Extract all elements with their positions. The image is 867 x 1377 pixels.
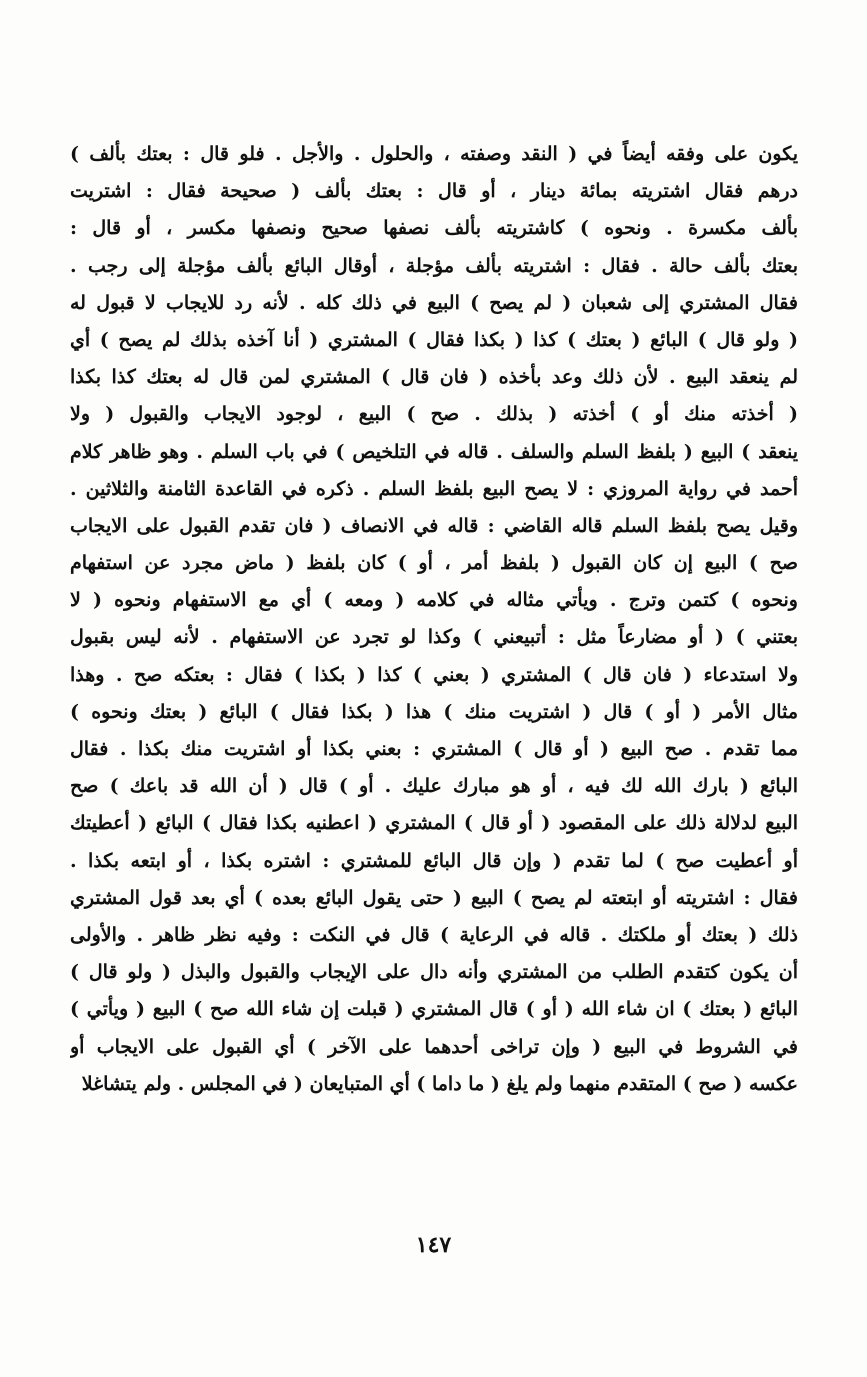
text-line: ( ولو قال ) البائع ( بعتك ) كذا ( بكذا فقال ) المشتري ( أنا آخذه بذلك لم يصح ) أي [70,328,798,351]
text-line: في الشروط في البيع ( وإن تراخى أحدهما على الآخر ) أي القبول على الايجاب أو [70,1035,798,1058]
text-line: فقال المشتري إلى شعبان ( لم يصح ) البيع في ذلك كله . لأنه رد للايجاب لا قبول له [70,291,798,314]
text-line: لم ينعقد البيع . لأن ذلك وعد بأخذه ( فان قال ) المشتري لمن قال له بعتك كذا بكذا [70,366,798,389]
text-line: أو أعطيت صح ) لما تقدم ( وإن قال البائع للمشتري : اشتره بكذا ، أو ابتعه بكذا . [70,849,798,872]
text-line: ولا استدعاء ( فان قال ) المشتري ( بعني ) كذا ( بكذا ) فقال : بعتكه صح . وهذا [70,663,798,686]
page-number: ١٤٧ [415,1232,452,1258]
text-line: فقال : اشتريته أو ابتعته لم يصح ) البيع ( حتى يقول البائع بعده ) أي بعد قول المشتري [70,886,798,909]
text-line: ينعقد ) البيع ( بلفظ السلم والسلف . قاله في التلخيص ) في باب السلم . وهو ظاهر كلام [70,440,798,463]
text-line: بألف مكسرة . ونحوه ) كاشتريته بألف نصفها صحيح ونصفها مكسر ، أو قال : [70,217,798,240]
text-line: أحمد في رواية المروزي : لا يصح البيع بلفظ السلم . ذكره في القاعدة الثامنة والثلاثين . [70,477,798,500]
text-line: مما تقدم . صح البيع ( أو قال ) المشتري : بعني بكذا أو اشتريت منك بكذا . فقال [70,738,798,760]
text-line: بعتك بألف حالة . فقال : اشتريته بألف مؤجلة ، أوقال البائع بألف مؤجلة إلى رجب . [70,254,798,277]
text-line: البيع لدلالة ذلك على المقصود ( أو قال ) المشتري ( اعطنيه بكذا فقال ) البائع ( أعطيتك [70,812,798,835]
text-line: البائع ( بعتك ) ان شاء الله ( أو ) قال المشتري ( قبلت إن شاء الله صح ) البيع ( ويأتي ) [70,998,798,1021]
text-line: ذلك ( بعتك أو ملكتك . قاله في الرعاية ) قال في النكت : وفيه نظر ظاهر . والأولى [70,923,798,946]
body-text [70,136,798,1103]
text-line: ( أخذته منك أو ) أخذته ( بذلك . صح ) البيع ، لوجود الايجاب والقبول ( ولا [70,403,798,426]
text-line: مثال الأمر ( أو ) قال ( اشتريت منك ) هذا ( بكذا فقال ) البائع ( بعتك ونحوه ) [70,700,798,723]
text-line: صح ) البيع إن كان القبول ( بلفظ أمر ، أو ) كان بلفظ ( ماض مجرد عن استفهام [70,552,798,575]
text-line: أن يكون كتقدم الطلب من المشتري وأنه دال على الإيجاب والقبول والبذل ( ولو قال ) [70,961,798,984]
text-line: البائع ( بارك الله لك فيه ، أو هو مبارك عليك . أو ) قال ( أن الله قد باعك ) صح [70,775,798,798]
text-line: وقيل يصح بلفظ السلم قاله القاضي : قاله في الانصاف ( فان تقدم القبول على الايجاب [70,514,798,537]
text-line: درهم فقال اشتريته بمائة دينار ، أو قال : بعتك بألف ( صحيحة فقال : اشتريت [70,180,798,203]
text-line: يكون على وفقه أيضاً في ( النقد وصفته ، والحلول . والأجل . فلو قال : بعتك بألف ) [70,143,798,165]
text-line: عكسه ( صح ) المتقدم منهما ولم يلغ ( ما داما ) أي المتبايعان ( في المجلس . ولم يتشاغلا [81,1072,798,1095]
text-line: ونحوه ) كتمن وترج . ويأتي مثاله في كلامه ( ومعه ) أي مع الاستفهام ونحوه ( لا [70,589,798,612]
text-line: بعتني ) ( أو مضارعاً مثل : أتبيعني ) وكذا لو تجرد عن الاستفهام . لأنه ليس بقبول [70,626,798,649]
